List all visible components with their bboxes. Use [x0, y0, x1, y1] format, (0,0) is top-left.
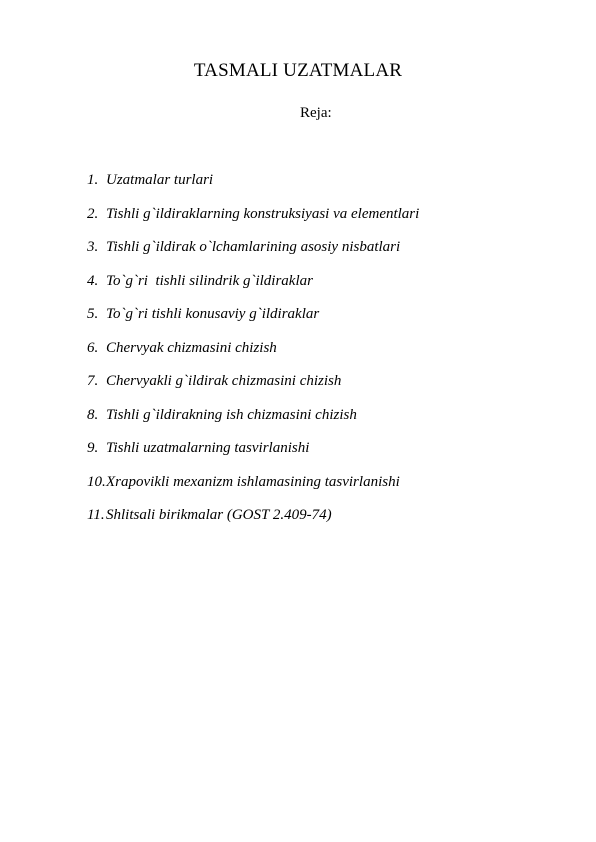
list-item-text: Shlitsali birikmalar (GOST 2.409-74)	[106, 507, 332, 523]
list-item-text: Uzatmalar turlari	[106, 172, 214, 188]
list-item-number: 4.	[87, 272, 99, 289]
list-item-text: Tishli uzatmalarning tasvirlanishi	[106, 440, 310, 456]
list-item-number: 2.	[87, 205, 99, 222]
list-item-number: 3.	[87, 239, 99, 255]
list-item-text: Tishli g`ildiraklarning konstruksiyasi va elementlari	[106, 205, 420, 222]
list-item	[87, 239, 557, 273]
list-item	[87, 507, 557, 541]
list-item-text: Xrapovikli mexanizm ishlamasining tasvirlanishi	[106, 473, 400, 490]
list-item-text: Chervyakli g`ildirak chizmasini chizish	[106, 373, 342, 389]
list-item-number: 7.	[87, 373, 99, 389]
list-item-text: Chervyak chizmasini chizish	[106, 339, 277, 356]
list-item	[87, 407, 557, 441]
list-item-number: 5.	[87, 306, 99, 322]
list-item-text: Tishli g`ildirak o`lchamlarining asosiy nisbatlari	[106, 239, 401, 255]
list-item	[87, 206, 557, 240]
list-item	[87, 340, 557, 374]
list-item	[87, 172, 557, 206]
list-item-number: 11.	[87, 507, 105, 523]
list-item-text: Tishli g`ildirakning ish chizmasini chizish	[106, 406, 357, 423]
list-item	[87, 373, 557, 407]
list-item-number: 8.	[87, 406, 99, 423]
plan-heading: Reja:	[300, 105, 332, 121]
list-item	[87, 440, 557, 474]
list-item-text: To`g`ri tishli silindrik g`ildiraklar	[106, 272, 313, 289]
list-item-text: To`g`ri tishli konusaviy g`ildiraklar	[106, 306, 320, 322]
list-item-number: 9.	[87, 440, 99, 456]
plan-list	[87, 172, 557, 541]
list-item-number: 10.	[87, 473, 106, 490]
document-title: TASMALI UZATMALAR	[193, 60, 403, 81]
list-item-number: 6.	[87, 339, 99, 356]
list-item-number: 1.	[87, 172, 99, 188]
list-item	[87, 474, 557, 508]
list-item	[87, 306, 557, 340]
list-item	[87, 273, 557, 307]
